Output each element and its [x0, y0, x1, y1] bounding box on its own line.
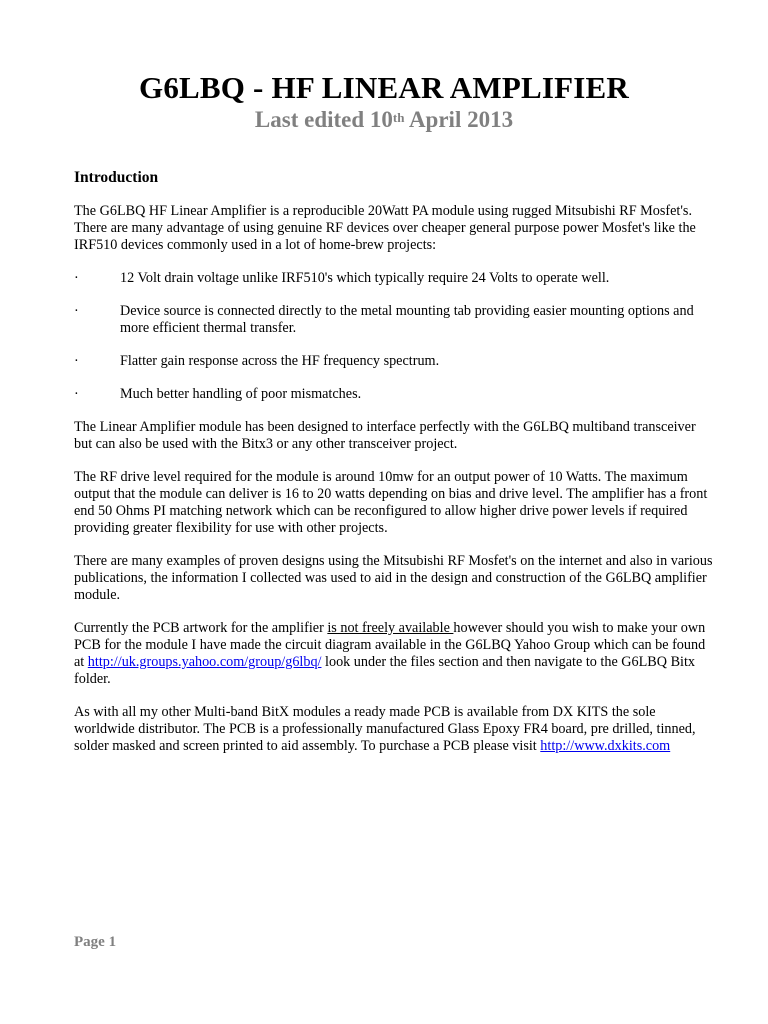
paragraph-module-interface: The Linear Amplifier module has been designed to interface perfectly with the G6LBQ multiband transceiver but can also be used with the Bitx3 or any other transceiver project. — [74, 419, 696, 452]
bullet-item — [74, 353, 714, 370]
document-subtitle — [0, 104, 768, 136]
bullet-marker: · — [74, 386, 79, 402]
subtitle-suffix: April 2013 — [404, 107, 514, 132]
pcb-not-available-underlined: is not freely available — [327, 620, 454, 636]
bullet-text: Flatter gain response across the HF frequency spectrum. — [120, 353, 440, 369]
bullet-item — [74, 270, 714, 287]
subtitle-prefix: Last edited 10 — [254, 107, 393, 132]
intro-paragraph: The G6LBQ HF Linear Amplifier is a reproducible 20Watt PA module using rugged Mitsubishi RF Mosfet's. There are many advantage of using genuine RF devices over cheaper general purpose power Mosfet's like the IRF510 devices commonly used in a lot of home-brew projects: — [74, 203, 696, 253]
document-body — [74, 168, 714, 771]
bullet-marker: · — [74, 303, 79, 319]
bullet-item — [74, 303, 714, 337]
bullet-text: Much better handling of poor mismatches. — [120, 386, 362, 402]
page-number: Page 1 — [74, 934, 117, 950]
bullet-marker: · — [74, 353, 79, 369]
pcb-text-end: look under the files section and then navigate to the G6LBQ Bitx folder. — [74, 654, 696, 687]
bullet-text: 12 Volt drain voltage unlike IRF510's which typically require 24 Volts to operate well. — [120, 270, 610, 286]
bullet-item — [74, 386, 714, 403]
document-title: G6LBQ - HF LINEAR AMPLIFIER — [139, 70, 629, 105]
paragraph-proven-designs: There are many examples of proven designs using the Mitsubishi RF Mosfet's on the internet and also in various publications, the information I collected was used to aid in the design and construction of the G6LBQ amplifier module. — [74, 553, 713, 603]
bullet-marker: · — [74, 270, 79, 286]
pcb-text-middle: however should you wish to make your own PCB for the module I have made the circuit diagram available in the G6LBQ Yahoo Group which can be found at — [74, 620, 706, 670]
paragraph-rf-drive-level: The RF drive level required for the module is around 10mw for an output power of 10 Watts. The maximum output that the module can deliver is 16 to 20 watts depending on bias and drive level. The amplifier has a front end 50 Ohms PI matching network which can be reconfigured to allow higher drive power levels if required providing greater flexibility for use with other projects. — [74, 469, 708, 536]
dx-kits-text: As with all my other Multi-band BitX modules a ready made PCB is available from DX KITS the sole worldwide distributor. The PCB is a professionally manufactured Glass Epoxy FR4 board, pre drilled, tinned, solder masked and screen printed to aid assembly. To purchase a PCB please visit — [74, 704, 696, 754]
dxkits-link[interactable]: http://www.dxkits.com — [540, 738, 671, 754]
paragraph-pcb-artwork — [74, 620, 714, 688]
section-heading-introduction: Introduction — [74, 169, 159, 186]
paragraph-dx-kits — [74, 704, 714, 755]
yahoo-group-link[interactable]: http://uk.groups.yahoo.com/group/g6lbq/ — [87, 654, 322, 670]
subtitle-ordinal-suffix: th — [392, 110, 405, 125]
pcb-text-start: Currently the PCB artwork for the amplifier — [74, 620, 328, 636]
bullet-text: Device source is connected directly to the metal mounting tab providing easier mounting options and more efficient thermal transfer. — [120, 303, 694, 336]
